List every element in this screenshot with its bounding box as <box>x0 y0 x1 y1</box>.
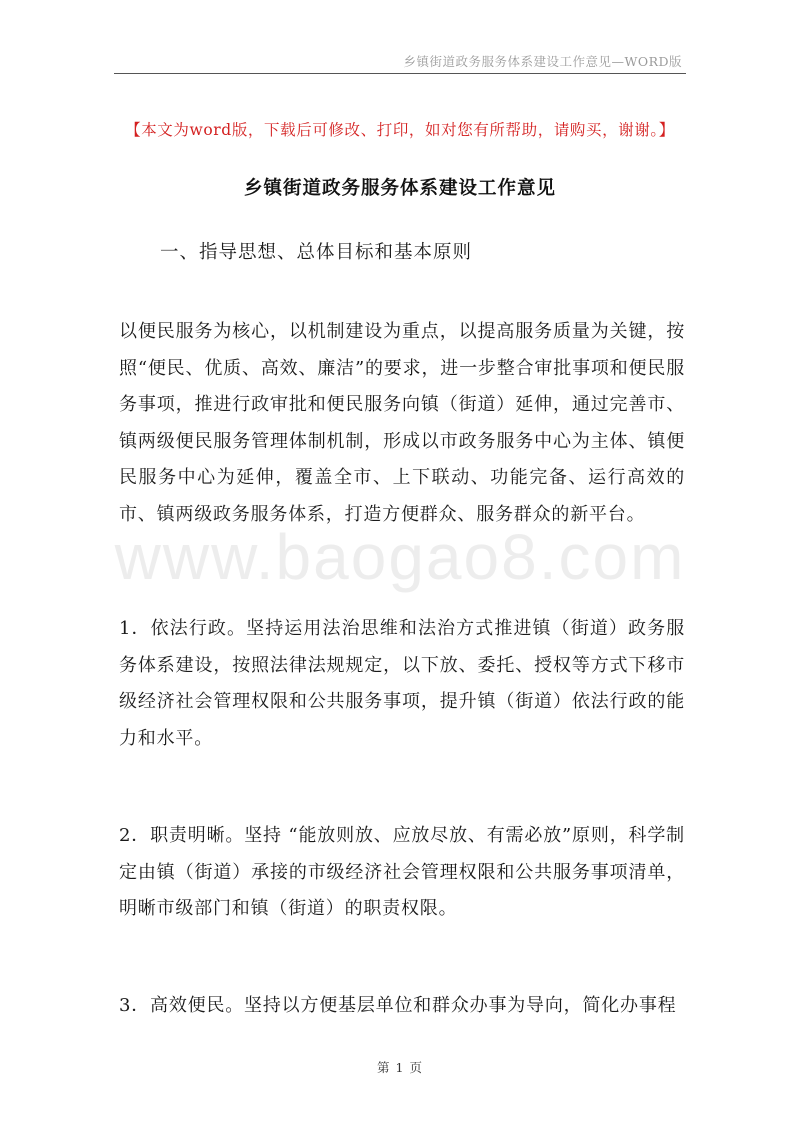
running-header: 乡镇街道政务服务体系建设工作意见—WORD版 <box>403 54 682 69</box>
page-number: 第 1 页 <box>377 1060 423 1075</box>
document-title: 乡镇街道政务服务体系建设工作意见 <box>243 178 556 199</box>
paragraph-item-2: 2．职责明晰。坚持 “能放则放、应放尽放、有需必放”原则，科学制定由镇（街道）承接的市级经济社会管理权限和公共服务事项清单，明晰市级部门和镇（街道）的职责权限。 <box>119 825 685 919</box>
section-heading: 一、指导思想、总体目标和基本原则 <box>160 242 473 263</box>
paragraph-item-3: 3．高效便民。坚持以方便基层单位和群众办事为导向，简化办事程 <box>119 995 677 1016</box>
header-divider <box>114 73 686 74</box>
paragraph-item-1: 1．依法行政。坚持运用法治思维和法治方式推进镇（街道）政务服务体系建设，按照法律法规规定，以下放、委托、授权等方式下移市级经济社会管理权限和公共服务事项，提升镇（街道）依法行政的能力和水平。 <box>119 618 685 749</box>
paragraph-guiding-principle: 以便民服务为核心，以机制建设为重点，以提高服务质量为关键，按照“便民、优质、高效、廉洁”的要求，进一步整合审批事项和便民服务事项，推进行政审批和便民服务向镇（街道）延伸，通过完善市、镇两级便民服务管理体制机制，形成以市政务服务中心为主体、镇便民服务中心为延伸，覆盖全市、上下联动、功能完备、运行高效的市、镇两级政务服务体系，打造方便群众、服务群众的新平台。 <box>119 321 685 525</box>
watermark: www.baogao8.com <box>114 521 686 593</box>
download-notice: 【本文为word版，下载后可修改、打印，如对您有所帮助，请购买，谢谢。】 <box>125 121 675 139</box>
